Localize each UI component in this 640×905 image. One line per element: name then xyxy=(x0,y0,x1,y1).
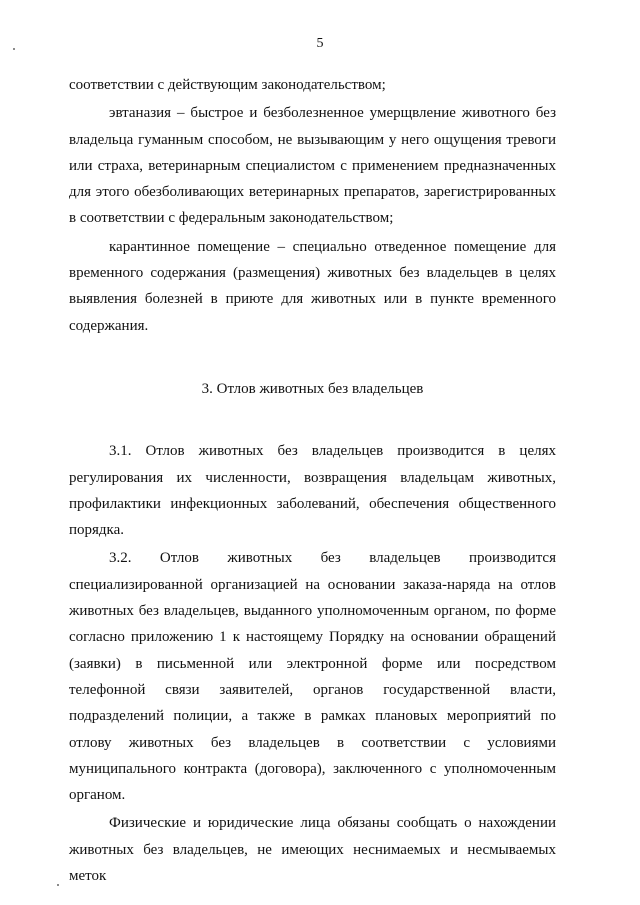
paragraph-3-2: 3.2. Отлов животных без владельцев производится специализированной организацией на основании заказа-наряда на отлов животных без владельцев, выданного уполномоченным органом, по форме согласно приложению 1 к настоящему Порядку на основании обращений (заявки) в письменной или электронной форме или посредством телефонной связи заявителей, органов государственной власти, подразделений полиции, а также в рамках плановых мероприятий по отлову животных без владельцев в соответствии с условиями муниципального контракта (договора), заключенного с уполномоченным органом. xyxy=(69,550,556,804)
scan-speck xyxy=(13,48,15,50)
paragraph-euthanasia-definition: эвтаназия – быстрое и безболезненное умерщвление животного без владельца гуманным способом, не вызывающим у него ощущения тревоги или страха, ветеринарным специалистом с применением предназначенных для этого обезболивающих ветеринарных препаратов, зарегистрированных в соответствии с федеральным законодательством; xyxy=(69,105,556,227)
page-number: 5 xyxy=(316,36,324,51)
scan-speck xyxy=(57,884,59,886)
paragraph-continuation: соответствии с действующим законодательством; xyxy=(69,77,386,93)
document-body xyxy=(69,72,556,889)
paragraph-obligation: Физические и юридические лица обязаны сообщать о нахождении животных без владельцев, не имеющих неснимаемых и несмываемых меток xyxy=(69,815,556,885)
section-heading: 3. Отлов животных без владельцев xyxy=(201,380,424,397)
paragraph-3-1: 3.1. Отлов животных без владельцев производится в целях регулирования их численности, возвращения владельцам животных, профилактики инфекционных заболеваний, обеспечения общественного порядка. xyxy=(69,443,556,539)
paragraph-quarantine-definition: карантинное помещение – специально отведенное помещение для временного содержания (размещения) животных без владельцев в целях выявления болезней в приюте для животных или в пункте временного содержания. xyxy=(69,238,556,334)
